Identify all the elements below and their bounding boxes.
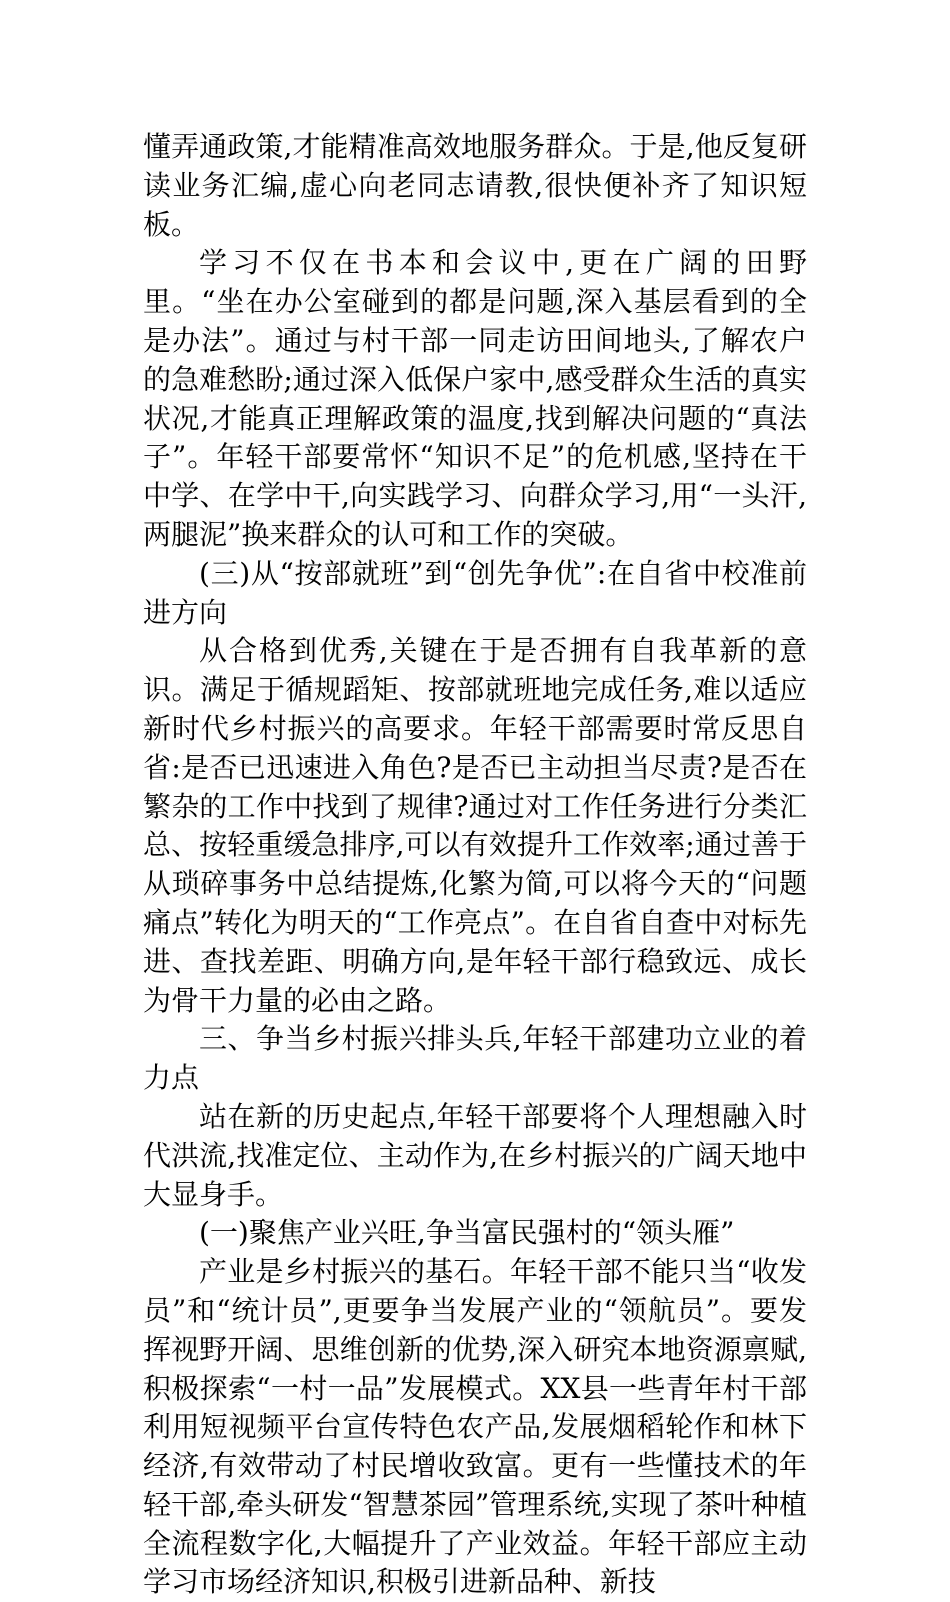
chapter-heading-3: 三、争当乡村振兴排头兵,年轻干部建功立业的着力点 [143,1022,807,1095]
paragraph-4: 从合格到优秀,关键在于是否拥有自我革新的意识。满足于循规蹈矩、按部就班地完成任务,难以适应新时代乡村振兴的高要求。年轻干部需要时常反思自省:是否已迅速进入角色?是否已主动担当尽责?是否在繁杂的工作中找到了规律?通过对工作任务进行分类汇总、按轻重缓急排序,可以有效提升工作效率;通过善于从琐碎事务中总结提炼,化繁为简,可以将今天的“问题痛点”转化为明天的“工作亮点”。在自省自查中对标先进、查找差距、明确方向,是年轻干部行稳致远、成长为骨干力量的必由之路。 [143,634,807,1017]
section-heading-3: (三)从“按部就班”到“创先争优”:在自省中校准前进方向 [143,556,807,629]
document-body [143,128,807,1602]
paragraph-8: 产业是乡村振兴的基石。年轻干部不能只当“收发员”和“统计员”,更要争当发展产业的“领航员”。要发挥视野开阔、思维创新的优势,深入研究本地资源禀赋,积极探索“一村一品”发展模式。XX县一些青年村干部利用短视频平台宣传特色农产品,发展烟稻轮作和林下经济,有效带动了村民增收致富。更有一些懂技术的年轻干部,牵头研发“智慧茶园”管理系统,实现了茶叶种植全流程数字化,大幅提升了产业效益。年轻干部应主动学习市场经济知识,积极引进新品种、新技 [143,1255,807,1599]
section-heading-1: (一)聚焦产业兴旺,争当富民强村的“领头雁” [199,1216,735,1250]
paragraph-6: 站在新的历史起点,年轻干部要将个人理想融入时代洪流,找准定位、主动作为,在乡村振兴的广阔天地中大显身手。 [143,1099,807,1211]
paragraph-1: 懂弄通政策,才能精准高效地服务群众。于是,他反复研读业务汇编,虚心向老同志请教,很快便补齐了知识短板。 [143,130,807,241]
paragraph-2: 学习不仅在书本和会议中,更在广阔的田野里。“坐在办公室碰到的都是问题,深入基层看到的全是办法”。通过与村干部一同走访田间地头,了解农户的急难愁盼;通过深入低保户家中,感受群众生活的真实状况,才能真正理解政策的温度,找到解决问题的“真法子”。年轻干部要常怀“知识不足”的危机感,坚持在干中学、在学中干,向实践学习、向群众学习,用“一头汗,两腿泥”换来群众的认可和工作的突破。 [143,246,807,551]
